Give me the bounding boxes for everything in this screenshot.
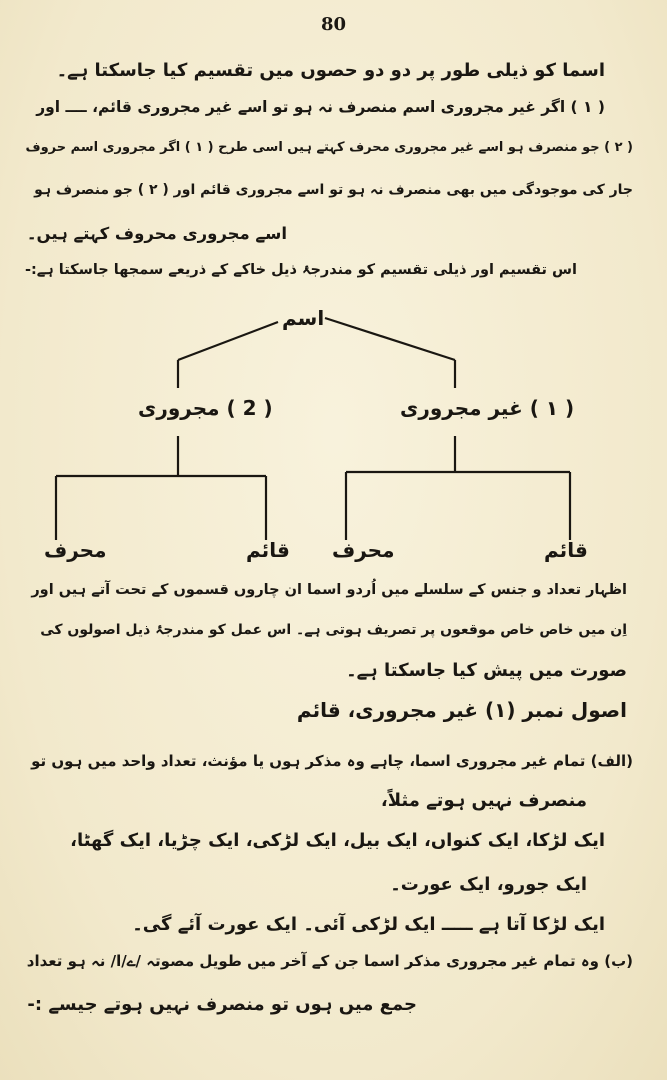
tree-branch-right: ( ۱ ) غیر مجروری <box>400 396 575 420</box>
intro-line-3: ( ۲ ) جو منصرف ہو اسے غیر مجروری محرف کہتے ہیں اسی طرح ( ۱ ) اگر مجروری اسم حروف <box>25 140 633 155</box>
body-line-3: صورت میں پیش کیا جاسکتا ہے۔ <box>346 660 627 681</box>
rule-heading: اصول نمبر (۱) غیر مجروری، قائم <box>296 698 627 722</box>
tree-leaf-4: قائم <box>544 538 588 562</box>
page-number: 80 <box>320 14 347 35</box>
body-line-2: اِن میں خاص خاص موقعوں پر تصریف ہوتی ہے۔ اس عمل کو مندرجۂ ذیل اصولوں کی <box>40 622 627 638</box>
intro-line-6: اس تقسیم اور ذیلی تقسیم کو مندرجۂ ذیل خاکے کے ذریعے سمجھا جاسکتا ہے:- <box>24 262 577 278</box>
tree-root: اسم <box>282 306 325 330</box>
intro-line-4: جار کی موجودگی میں بھی منصرف نہ ہو تو اسے مجروری قائم اور ( ۲ ) جو منصرف ہو <box>34 182 633 198</box>
classification-diagram <box>0 300 667 580</box>
be-line-2: جمع میں ہوں تو منصرف نہیں ہوتے جیسے :- <box>27 994 417 1015</box>
intro-line-2: ( ۱ ) اگر غیر مجروری اسم منصرف نہ ہو تو اسے غیر مجروری قائم، ــــ اور <box>36 98 605 116</box>
example-line-1: ایک لڑکا، ایک کنواں، ایک بیل، ایک لڑکی، ایک چڑیا، ایک گھٹا، <box>70 830 605 851</box>
tree-leaf-3: محرف <box>332 538 395 562</box>
body-line-1: اظہار تعداد و جنس کے سلسلے میں اُردو اسما ان چاروں قسموں کے تحت آتے ہیں اور <box>31 582 627 598</box>
example-line-2: ایک جورو، ایک عورت۔ <box>390 874 587 895</box>
tree-leaf-1: محرف <box>44 538 107 562</box>
example-line-3: ایک لڑکا آتا ہے ـــــ ایک لڑکی آئی۔ ایک عورت آئے گی۔ <box>132 914 605 935</box>
intro-line-1: اسما کو ذیلی طور پر دو دو حصوں میں تقسیم کیا جاسکتا ہے۔ <box>56 60 605 81</box>
intro-line-5: اسے مجروری محروف کہتے ہیں۔ <box>26 224 287 243</box>
alef-line-1: (الف) تمام غیر مجروری اسما، چاہے وہ مذکر ہوں یا مؤنث، تعداد واحد میں ہوں تو <box>31 752 633 770</box>
alef-line-2: منصرف نہیں ہوتے مثلاً، <box>380 790 587 811</box>
be-line-1: (ب) وہ تمام غیر مجروری مذکر اسما جن کے آخر میں طویل مصوتہ /ے/ا/ نہ ہو تعداد <box>26 952 633 970</box>
tree-leaf-2: قائم <box>246 538 290 562</box>
tree-branch-left: ( 2 ) مجروری <box>138 396 273 420</box>
